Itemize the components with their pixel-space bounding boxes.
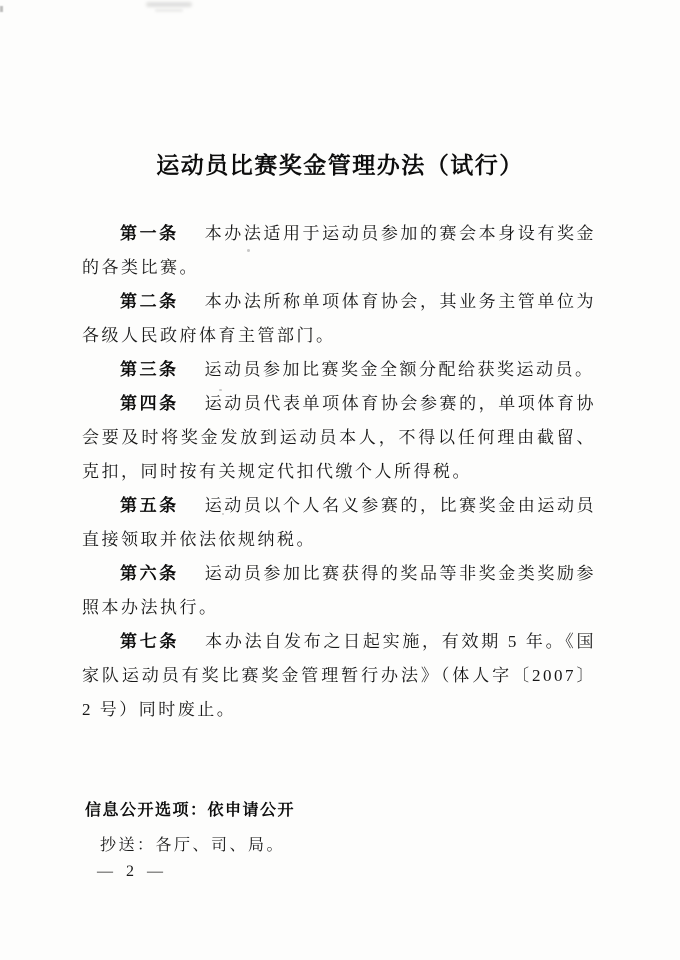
page-number: — 2 —: [97, 863, 163, 880]
article-1-label: 第一条: [120, 224, 179, 243]
footer-disclosure-line: 信息公开选项：依申请公开: [85, 802, 296, 819]
article-6: [82, 557, 596, 625]
article-7-text: 本办法自发布之日起实施，有效期 5 年。《国家队运动员有奖比赛奖金管理暂行办法》（体人字〔2007〕2 号）同时废止。: [82, 632, 597, 719]
article-3: [82, 353, 596, 387]
article-1-text: 本办法适用于运动员参加的赛会本身设有奖金的各类比赛。: [82, 224, 597, 277]
article-3-label: 第三条: [120, 360, 179, 379]
article-1: [82, 217, 596, 285]
footer-cc-line: 抄送：各厅、司、局。: [100, 837, 286, 854]
article-3-text: 运动员参加比赛奖金全额分配给获奖运动员。: [204, 360, 595, 379]
article-6-text: 运动员参加比赛获得的奖品等非奖金类奖励参照本办法执行。: [82, 564, 597, 617]
article-2-label: 第二条: [120, 292, 179, 311]
scan-smudge: [155, 9, 183, 12]
article-5: [82, 489, 596, 557]
article-7: [82, 625, 596, 727]
article-6-label: 第六条: [120, 564, 179, 583]
article-7-label: 第七条: [120, 632, 180, 651]
article-5-label: 第五条: [120, 496, 179, 515]
scan-corner-mark: [0, 6, 3, 12]
article-5-text: 运动员以个人名义参赛的，比赛奖金由运动员直接领取并依法依规纳税。: [82, 496, 597, 549]
article-4-label: 第四条: [120, 394, 179, 413]
article-4-text: 运动员代表单项体育协会参赛的，单项体育协会要及时将奖金发放到运动员本人，不得以任何理由截留、克扣，同时按有关规定代扣代缴个人所得税。: [82, 394, 597, 481]
document-body: [82, 217, 596, 727]
document-title: 运动员比赛奖金管理办法（试行）: [156, 152, 524, 178]
scan-smudge: [146, 2, 192, 7]
article-2: [82, 285, 596, 353]
article-4: [82, 387, 596, 489]
article-2-text: 本办法所称单项体育协会，其业务主管单位为各级人民政府体育主管部门。: [82, 292, 597, 345]
